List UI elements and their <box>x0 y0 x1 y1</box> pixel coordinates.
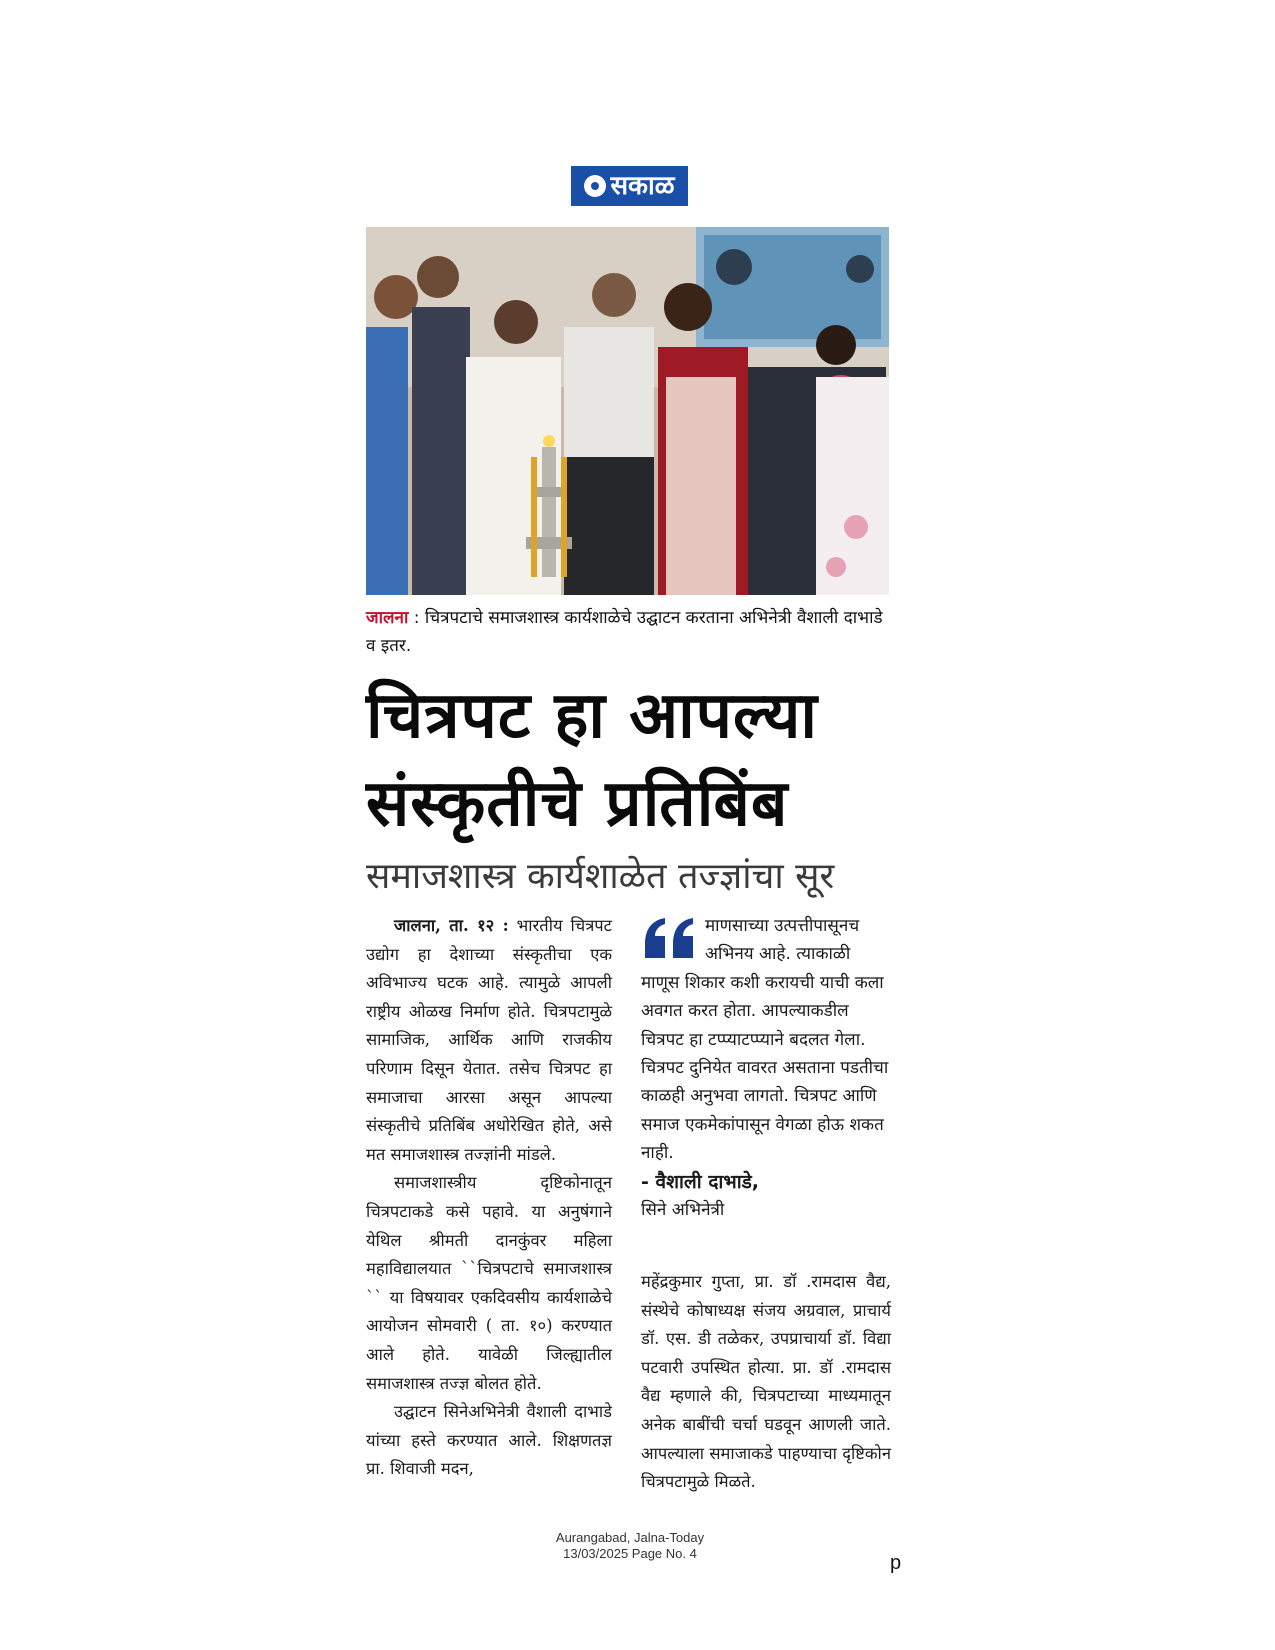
quote-author: - वैशाली दाभाडे, <box>641 1170 759 1193</box>
photo-caption <box>366 604 889 660</box>
logo-text: सकाळ <box>610 171 675 201</box>
paragraph-1-text: भारतीय चित्रपट उद्योग हा देशाच्या संस्कृतीचा एक अविभाज्य घटक आहे. त्यामुळे आपली राष्ट्रीय ओळख निर्माण होते. चित्रपटामुळे सामाजिक, आर्थिक आणि राजकीय परिणाम दिसून येतात. तसेच चित्रपट हा समाजाचा आरसा असून आपल्या संस्कृतीचे प्रतिबिंब अधोरेखित होते, असे मत समाजशास्त्र तज्ज्ञांनी मांडले. <box>366 916 612 1164</box>
article-column-right <box>641 1268 891 1497</box>
headline-line-2: संस्कृतीचे प्रतिबिंब <box>366 767 789 841</box>
pull-quote <box>641 912 891 1224</box>
subheadline: समाजशास्त्र कार्यशाळेत तज्ज्ञांचा सूर <box>366 856 835 897</box>
article-column-left <box>366 912 612 1484</box>
page-mark: p <box>890 1552 902 1574</box>
footer-edition: Aurangabad, Jalna-Today <box>555 1530 705 1545</box>
article-paragraph-3: उद्घाटन सिनेअभिनेत्री वैशाली दाभाडे यांच्या हस्ते करण्यात आले. शिक्षणतज्ञ प्रा. शिवाजी मदन, <box>366 1402 612 1479</box>
headline-line-1: चित्रपट हा आपल्या <box>366 679 818 753</box>
quote-mark-icon <box>641 914 697 960</box>
sakal-logo <box>571 166 688 206</box>
article-paragraph-2: समाजशास्त्रीय दृष्टिकोनातून चित्रपटाकडे कसे पहावे. या अनुषंगाने येथिल श्रीमती दानकुंवर महिला महाविद्यालयात ``चित्रपटाचे समाजशास्त्र `` या विषयावर एकदिवसीय कार्यशाळेचे आयोजन सोमवारी ( ता. १०) करण्यात आले होते. यावेळी जिल्ह्यातील समाजशास्त्र तज्ज्ञ बोलत होते. <box>366 1173 612 1393</box>
sakal-emblem-icon <box>584 175 606 197</box>
quote-text: माणसाच्या उत्पत्तीपासूनच अभिनय आहे. त्याकाळी माणूस शिकार कशी करायची याची कला अवगत करत होता. आपल्याकडील चित्रपट हा टप्प्याटप्प्याने बदलत गेला. चित्रपट दुनियेत वावरत असताना पडतीचा काळही अनुभवा लागतो. चित्रपट आणि समाज एकमेकांपासून वेगळा होऊ शकत नाही. <box>641 916 889 1164</box>
caption-place: जालना <box>366 608 409 628</box>
article-paragraph-4: महेंद्रकुमार गुप्ता, प्रा. डॉ .रामदास वैद्य, संस्थेचे कोषाध्यक्ष संजय अग्रवाल, प्राचार्य डॉ. एस. डी तळेकर, उपप्राचार्या डॉ. विद्या पटवारी उपस्थित होत्या. प्रा. डॉ .रामदास वैद्य म्हणाले की, चित्रपटाच्या माध्यमातून अनेक बाबींची चर्चा घडवून आणली जाते. आपल्याला समाजाकडे पाहण्याचा दृष्टिकोन चित्रपटामुळे मिळते. <box>641 1272 891 1492</box>
headline <box>366 672 926 848</box>
lamp-lighting-photo-icon <box>366 227 889 595</box>
news-photo <box>366 227 889 595</box>
page-footer <box>500 1530 760 1562</box>
dateline: जालना, ता. १२ : <box>394 916 509 935</box>
footer-date-page: 13/03/2025 Page No. 4 <box>563 1546 697 1561</box>
article-paragraph <box>366 912 612 1169</box>
caption-text: : चित्रपटाचे समाजशास्त्र कार्यशाळेचे उद्घाटन करताना अभिनेत्री वैशाली दाभाडे व इतर. <box>366 608 883 656</box>
quote-author-role: सिने अभिनेत्री <box>641 1200 725 1221</box>
